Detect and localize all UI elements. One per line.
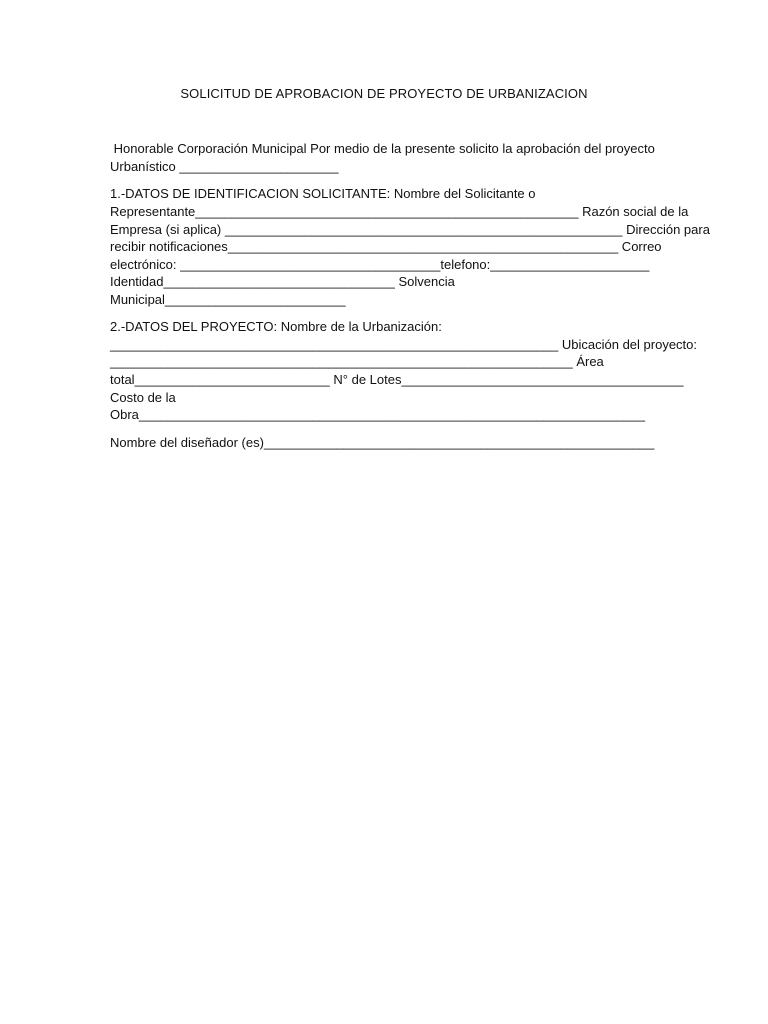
section2-line-3: ________________________________________________________________ Área xyxy=(110,354,604,369)
section2-line-1: 2.-DATOS DEL PROYECTO: Nombre de la Urbanización: xyxy=(110,319,442,334)
section1-line-1: 1.-DATOS DE IDENTIFICACION SOLICITANTE: Nombre del Solicitante o xyxy=(110,186,536,201)
section1-line-7: Municipal_________________________ xyxy=(110,292,346,307)
section1-line-5: electrónico: ____________________________________telefono:______________________ xyxy=(110,257,650,272)
section1-line-4: recibir notificaciones______________________________________________________ Correo xyxy=(110,239,662,254)
document-title: SOLICITUD DE APROBACION DE PROYECTO DE URBANIZACION xyxy=(180,86,588,101)
section1-line-2: Representante_____________________________________________________ Razón social de la xyxy=(110,204,689,219)
intro-line-2: Urbanístico ______________________ xyxy=(110,159,339,174)
section2-line-5: Costo de la xyxy=(110,390,176,405)
section1-line-3: Empresa (si aplica) _______________________________________________________ Dirección para xyxy=(110,222,710,237)
intro-line-1: Honorable Corporación Municipal Por medio de la presente solicito la aprobación del proyecto xyxy=(110,141,655,156)
section2-line-4: total___________________________ N° de Lotes_______________________________________ xyxy=(110,372,684,387)
section2-line-2: ______________________________________________________________ Ubicación del proyecto: xyxy=(110,337,697,352)
section1-line-6: Identidad________________________________ Solvencia xyxy=(110,274,455,289)
section2-line-6: Obra______________________________________________________________________ xyxy=(110,407,645,422)
designer-line: Nombre del diseñador (es)______________________________________________________ xyxy=(110,435,655,450)
